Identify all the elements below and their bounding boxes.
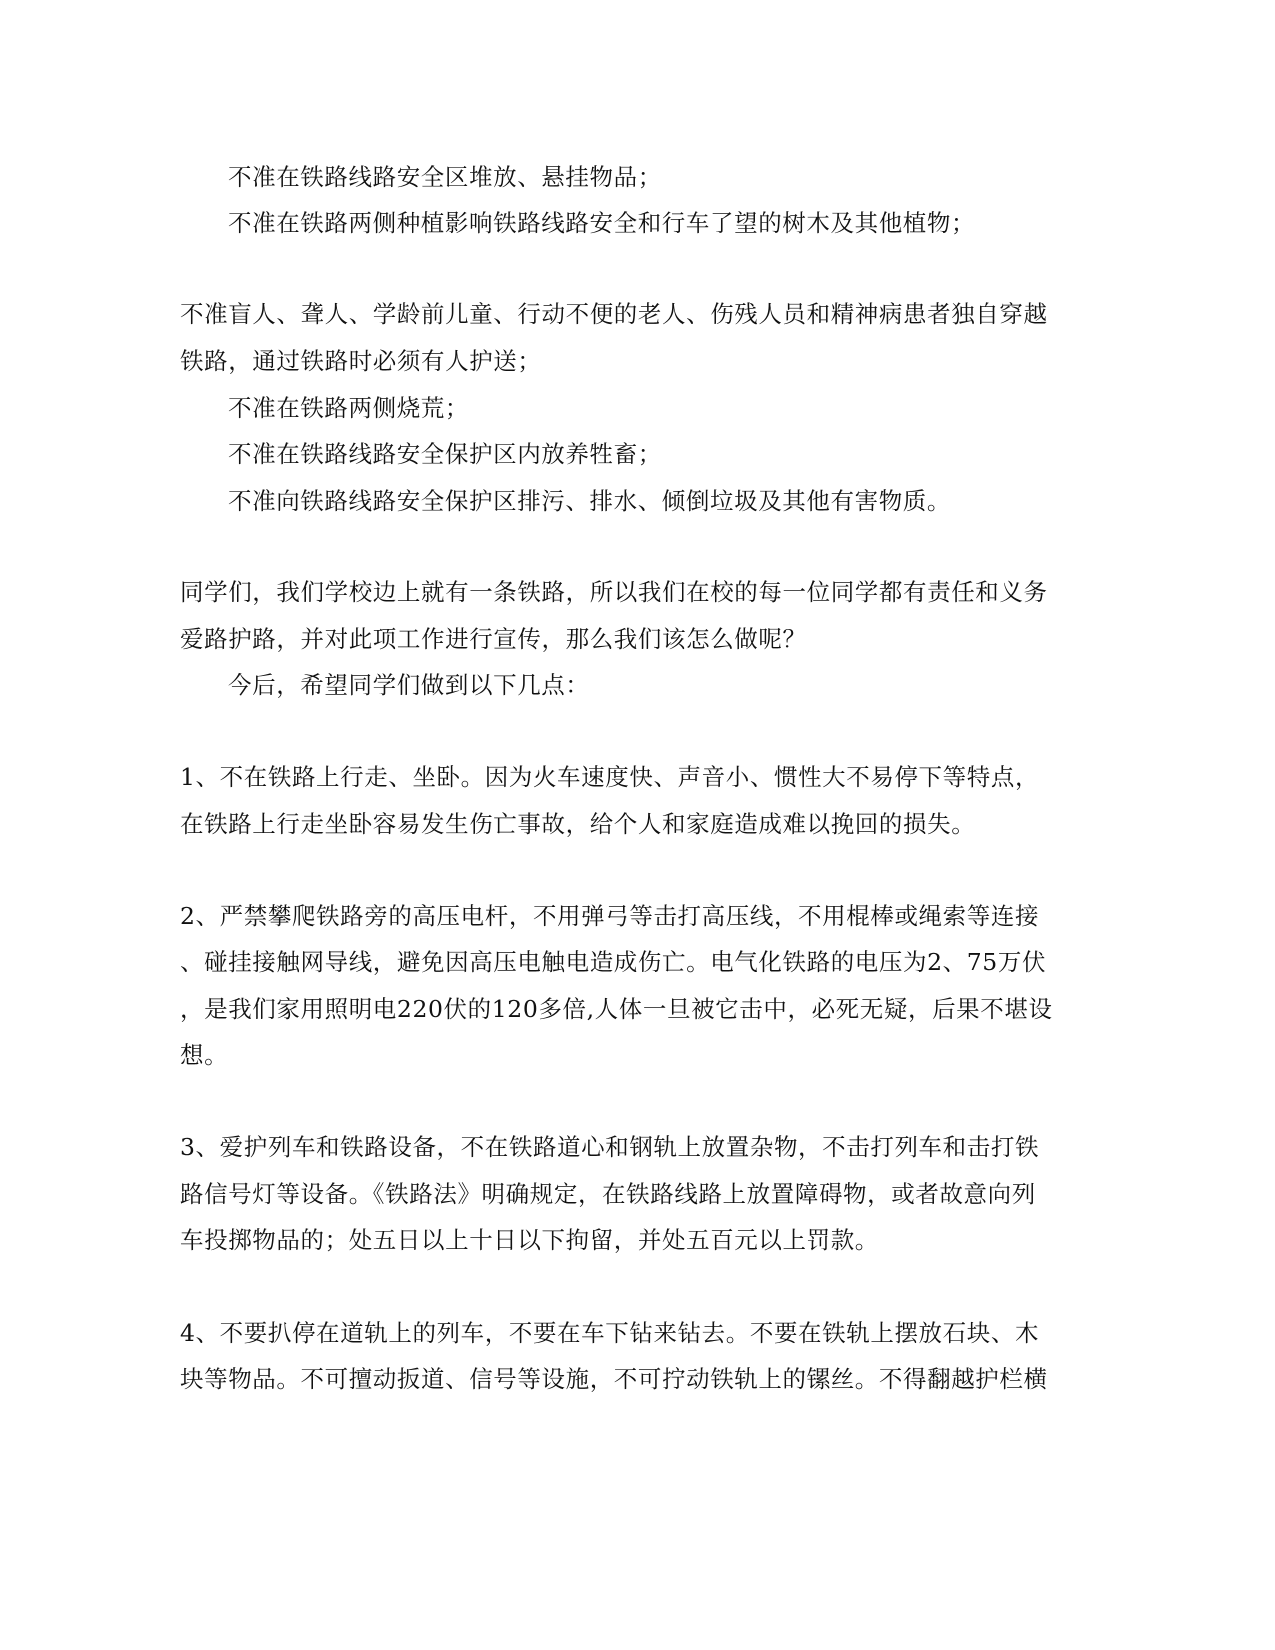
paragraph-line: 车投掷物品的；处五日以上十日以下拘留，并处五百元以上罚款。 — [180, 1226, 879, 1254]
paragraph-line: 不准盲人、聋人、学龄前儿童、行动不便的老人、伤残人员和精神病患者独自穿越 — [180, 300, 1048, 328]
paragraph-line: 同学们，我们学校边上就有一条铁路，所以我们在校的每一位同学都有责任和义务 — [180, 578, 1048, 606]
paragraph-line: 爱路护路，并对此项工作进行宣传，那么我们该怎么做呢？ — [180, 625, 807, 653]
paragraph-line: 1、不在铁路上行走、坐卧。因为火车速度快、声音小、惯性大不易停下等特点， — [180, 763, 1040, 791]
paragraph-line: 4、不要扒停在道轨上的列车，不要在车下钻来钻去。不要在铁轨上摆放石块、木 — [180, 1319, 1040, 1347]
paragraph-line: 不准在铁路线路安全保护区内放养牲畜； — [228, 440, 662, 468]
paragraph-line: 、碰挂接触网导线，避免因高压电触电造成伤亡。电气化铁路的电压为2、75万伏 — [180, 948, 1047, 976]
paragraph-line: 不准在铁路两侧烧荒； — [228, 394, 469, 422]
paragraph-line: 不准在铁路两侧种植影响铁路线路安全和行车了望的树木及其他植物； — [228, 209, 976, 237]
paragraph-line: 3、爱护列车和铁路设备，不在铁路道心和钢轨上放置杂物，不击打列车和击打铁 — [180, 1133, 1040, 1161]
paragraph-line: 今后，希望同学们做到以下几点： — [228, 671, 590, 699]
paragraph-line: 路信号灯等设备。《铁路法》明确规定，在铁路线路上放置障碍物，或者故意向列 — [180, 1180, 1036, 1208]
paragraph-line: 在铁路上行走坐卧容易发生伤亡事故，给个人和家庭造成难以挽回的损失。 — [180, 810, 976, 838]
paragraph-line: 2、严禁攀爬铁路旁的高压电杆，不用弹弓等击打高压线，不用棍棒或绳索等连接 — [180, 902, 1040, 930]
paragraph-line: 不准向铁路线路安全保护区排污、排水、倾倒垃圾及其他有害物质。 — [228, 487, 951, 515]
paragraph-line: ，是我们家用照明电220伏的120多倍,人体一旦被它击中，必死无疑，后果不堪设 — [180, 995, 1053, 1023]
paragraph-line: 铁路，通过铁路时必须有人护送； — [180, 347, 542, 375]
paragraph-line: 不准在铁路线路安全区堆放、悬挂物品； — [228, 163, 662, 191]
paragraph-line: 想。 — [180, 1041, 229, 1069]
paragraph-line: 块等物品。不可擅动扳道、信号等设施，不可拧动铁轨上的镙丝。不得翻越护栏横 — [180, 1365, 1048, 1393]
